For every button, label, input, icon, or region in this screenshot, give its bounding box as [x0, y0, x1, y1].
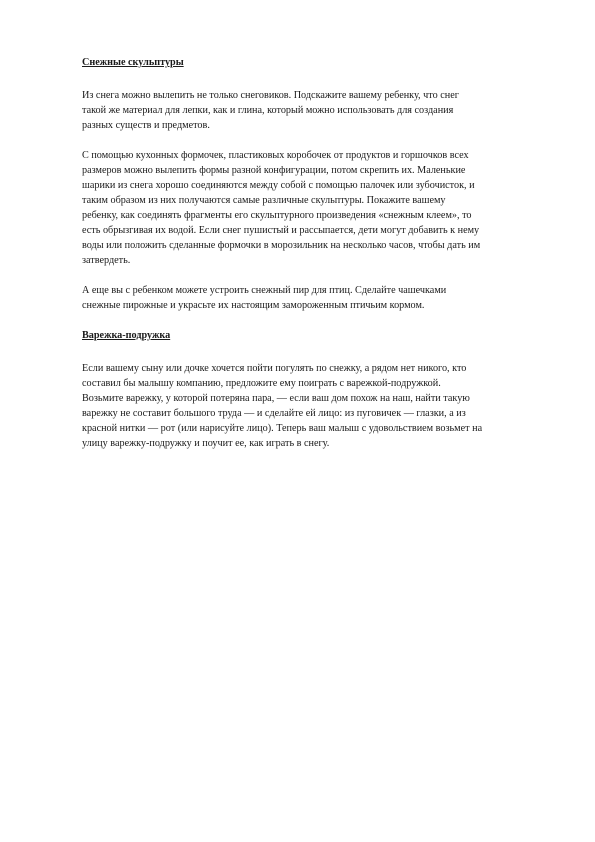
- section-heading-mitten-friend: Варежка-подружка: [82, 330, 171, 341]
- text-line: таким образом из них получаются самые различные скульптуры. Покажите вашему: [82, 195, 446, 206]
- text-line: Возьмите варежку, у которой потеряна пара, — если ваш дом похож на наш, найти такую: [82, 393, 470, 404]
- text-line: составил бы малышу компанию, предложите ему поиграть с варежкой-подружкой.: [82, 378, 441, 389]
- text-line: А еще вы с ребенком можете устроить снежный пир для птиц. Сделайте чашечками: [82, 285, 447, 296]
- paragraph: [82, 283, 567, 313]
- text-line: улицу варежку-подружку и поучит ее, как играть в снегу.: [82, 438, 330, 449]
- paragraph: [82, 361, 567, 451]
- text-line: красной нитки — рот (или нарисуйте лицо). Теперь ваш малыш с удовольствием возьмет на: [82, 423, 483, 434]
- text-line: размеров можно вылепить формы разной конфигурации, потом скрепить их. Маленькие: [82, 165, 466, 176]
- text-line: Если вашему сыну или дочке хочется пойти погулять по снежку, а рядом нет никого, кто: [82, 363, 467, 374]
- text-line: Из снега можно вылепить не только снеговиков. Подскажите вашему ребенку, что снег: [82, 90, 459, 101]
- text-line: такой же материал для лепки, как и глина, который можно использовать для создания: [82, 105, 454, 116]
- text-line: затвердеть.: [82, 255, 131, 266]
- text-line: ребенку, как соединять фрагменты его скульптурного произведения «снежным клеем», то: [82, 210, 472, 221]
- text-line: шарики из снега хорошо соединяются между собой с помощью палочек или зубочисток, и: [82, 180, 475, 191]
- text-line: С помощью кухонных формочек, пластиковых коробочек от продуктов и горшочков всех: [82, 150, 469, 161]
- paragraph: [82, 148, 567, 268]
- text-line: снежные пирожные и украсьте их настоящим замороженным птичьим кормом.: [82, 300, 425, 311]
- paragraph: [82, 88, 567, 133]
- text-line: есть обрызгивая их водой. Если снег пушистый и рассыпается, дети могут добавить к нему: [82, 225, 480, 236]
- text-line: воды или положить сделанные формочки в морозильник на несколько часов, чтобы дать им: [82, 240, 481, 251]
- text-line: варежку не составит большого труда — и сделайте ей лицо: из пуговичек — глазки, а из: [82, 408, 466, 419]
- text-line: разных существ и предметов.: [82, 120, 210, 131]
- document-content: [82, 55, 567, 466]
- section-heading-snow-sculptures: Снежные скульптуры: [82, 57, 184, 68]
